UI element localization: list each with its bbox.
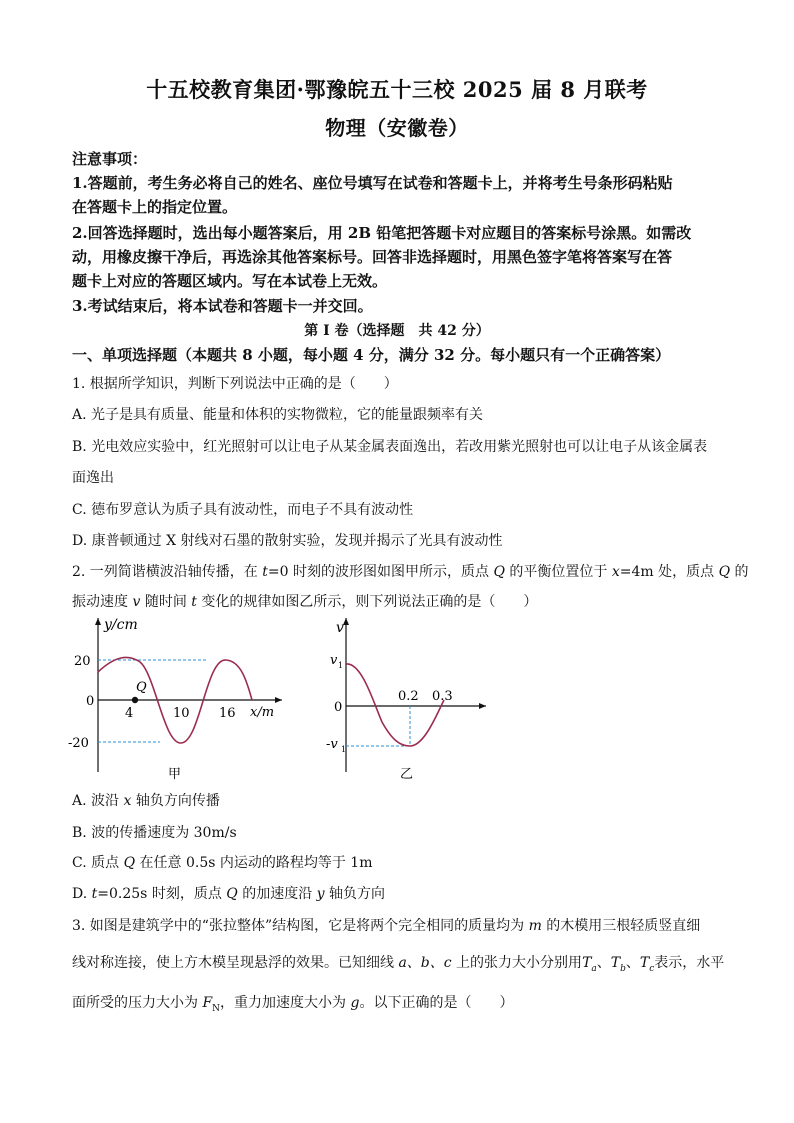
q1-option-b-line2: 面逸出 <box>72 470 114 486</box>
jia-tick-neg20: -20 <box>68 736 89 751</box>
notice-item3: 3.考试结束后，将本试卷和答题卡一并交回。 <box>72 297 373 315</box>
jia-x-label: x/m <box>250 705 275 720</box>
yi-caption: 乙 <box>400 767 414 782</box>
jia-y-label: y/cm <box>104 617 138 633</box>
q2-option-d: D. t=0.25s 时刻，质点 Q 的加速度沿 y 轴负方向 <box>72 886 386 902</box>
q2-stem-line2: 振动速度 v 随时间 t 变化的规律如图乙所示，则下列说法正确的是（ ） <box>72 594 538 610</box>
notice-item2-line2: 动，用橡皮擦干净后，再选涂其他答案标号。回答非选择题时，用黑色签字笔将答案写在答 <box>72 248 673 266</box>
jia-caption: 甲 <box>168 767 182 782</box>
jia-point-q-label: Q <box>136 680 147 695</box>
section-heading: 一、单项选择题（本题共 8 小题，每小题 4 分，满分 32 分。每小题只有一个正确答案） <box>72 346 671 364</box>
q1-option-c: C. 德布罗意认为质子具有波动性，而电子不具有波动性 <box>72 502 414 518</box>
yi-tick-v1-sub: 1 <box>338 661 344 670</box>
yi-velocity-curve <box>346 664 444 746</box>
notice-item2-line3: 题卡上对应的答题区域内。写在本试卷上无效。 <box>72 272 388 290</box>
q2-stem-line1: 2. 一列简谐横波沿轴传播，在 t=0 时刻的波形图如图甲所示，质点 Q 的平衡位置位于 x=4m 处，质点 Q 的 <box>72 564 749 580</box>
q2-option-a: A. 波沿 x 轴负方向传播 <box>72 793 220 809</box>
q1-option-b-line1: B. 光电效应实验中，红光照射可以让电子从某金属表面逸出，若改用紫光照射也可以让电子从该金属表 <box>72 439 708 455</box>
exam-subtitle: 物理（安徽卷） <box>325 116 469 140</box>
yi-tick-neg-v1: -v <box>326 737 338 752</box>
part-heading: 第 I 卷（选择题 共 42 分） <box>304 323 490 339</box>
yi-tick-0: 0 <box>334 700 343 715</box>
jia-tick-16: 16 <box>219 706 236 721</box>
figure-yi <box>322 612 492 784</box>
jia-tick-0: 0 <box>86 694 95 709</box>
q2-option-c: C. 质点 Q 在任意 0.5s 内运动的路程均等于 1m <box>72 855 373 871</box>
jia-tick-10: 10 <box>173 706 190 721</box>
q1-option-d: D. 康普顿通过 X 射线对石墨的散射实验，发现并揭示了光具有波动性 <box>72 533 503 549</box>
q1-option-a: A. 光子是具有质量、能量和体积的实物微粒，它的能量跟频率有关 <box>72 407 484 423</box>
yi-v-label: v <box>336 620 344 636</box>
q2-option-b: B. 波的传播速度为 30m/s <box>72 825 237 841</box>
notice-heading: 注意事项： <box>72 150 148 168</box>
yi-tick-v1: v <box>330 653 338 668</box>
notice-item2-line1: 2.回答选择题时，选出每小题答案后，用 2B 铅笔把答题卡对应题目的答案标号涂黑。如需改 <box>72 224 692 242</box>
notice-item1-line1: 1.答题前，考生务必将自己的姓名、座位号填写在试卷和答题卡上，并将考生号条形码粘贴 <box>72 174 673 192</box>
q3-line2: 线对称连接，使上方木模呈现悬浮的效果。已知细线 a、b、c 上的张力大小分别用$T_a$、$T_b$、$T_c$表示，水平 <box>72 955 725 974</box>
figure-jia <box>60 612 290 784</box>
yi-tick-neg-v1-sub: 1 <box>341 745 347 754</box>
jia-tick-20: 20 <box>74 654 91 669</box>
q3-line1: 3. 如图是建筑学中的“张拉整体”结构图，它是将两个完全相同的质量均为 m 的木模用三根轻质竖直细 <box>72 918 701 934</box>
q1-stem: 1. 根据所学知识，判断下列说法中正确的是（ ） <box>72 376 398 392</box>
point-q-dot <box>132 697 138 703</box>
yi-tick-02: 0.2 <box>398 689 419 704</box>
yi-tick-03: 0.3 <box>432 689 453 704</box>
notice-item1-line2: 在答题卡上的指定位置。 <box>72 198 238 216</box>
exam-title: 十五校教育集团·鄂豫皖五十三校 2025 届 8 月联考 <box>146 77 648 102</box>
q3-line3: 面所受的压力大小为 $F_N$，重力加速度大小为 g。以下正确的是（ ） <box>72 995 514 1014</box>
jia-tick-4: 4 <box>125 706 134 721</box>
